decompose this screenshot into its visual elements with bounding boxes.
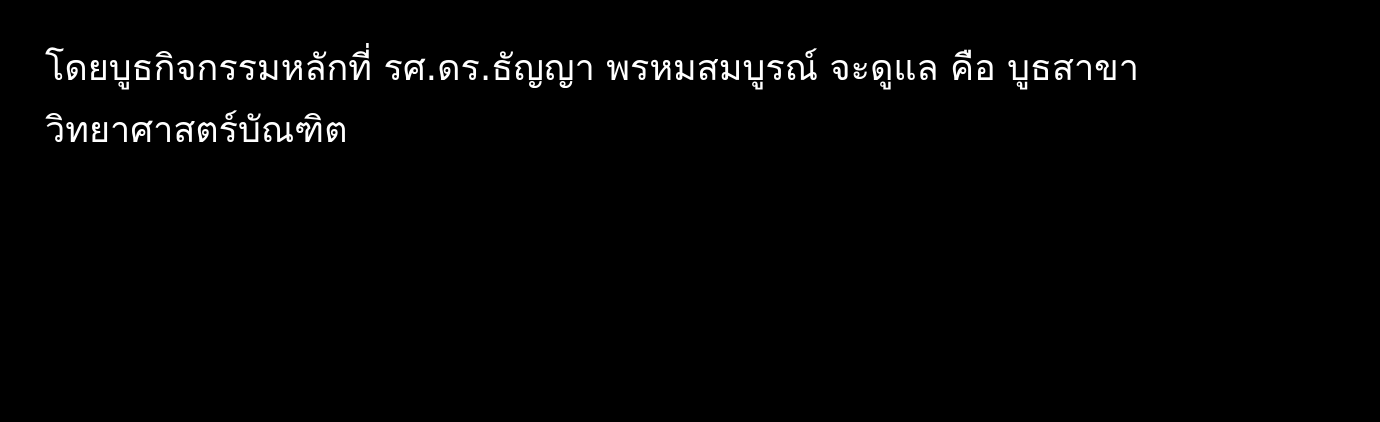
- subtitle-line-2: วิทยาศาสตร์บัณฑิต: [45, 110, 348, 151]
- subtitle-text: [45, 38, 1345, 162]
- subtitle-line-1: โดยบูธกิจกรรมหลักที่ รศ.ดร.ธัญญา พรหมสมบูรณ์ จะดูแล คือ บูธสาขา: [45, 48, 1140, 89]
